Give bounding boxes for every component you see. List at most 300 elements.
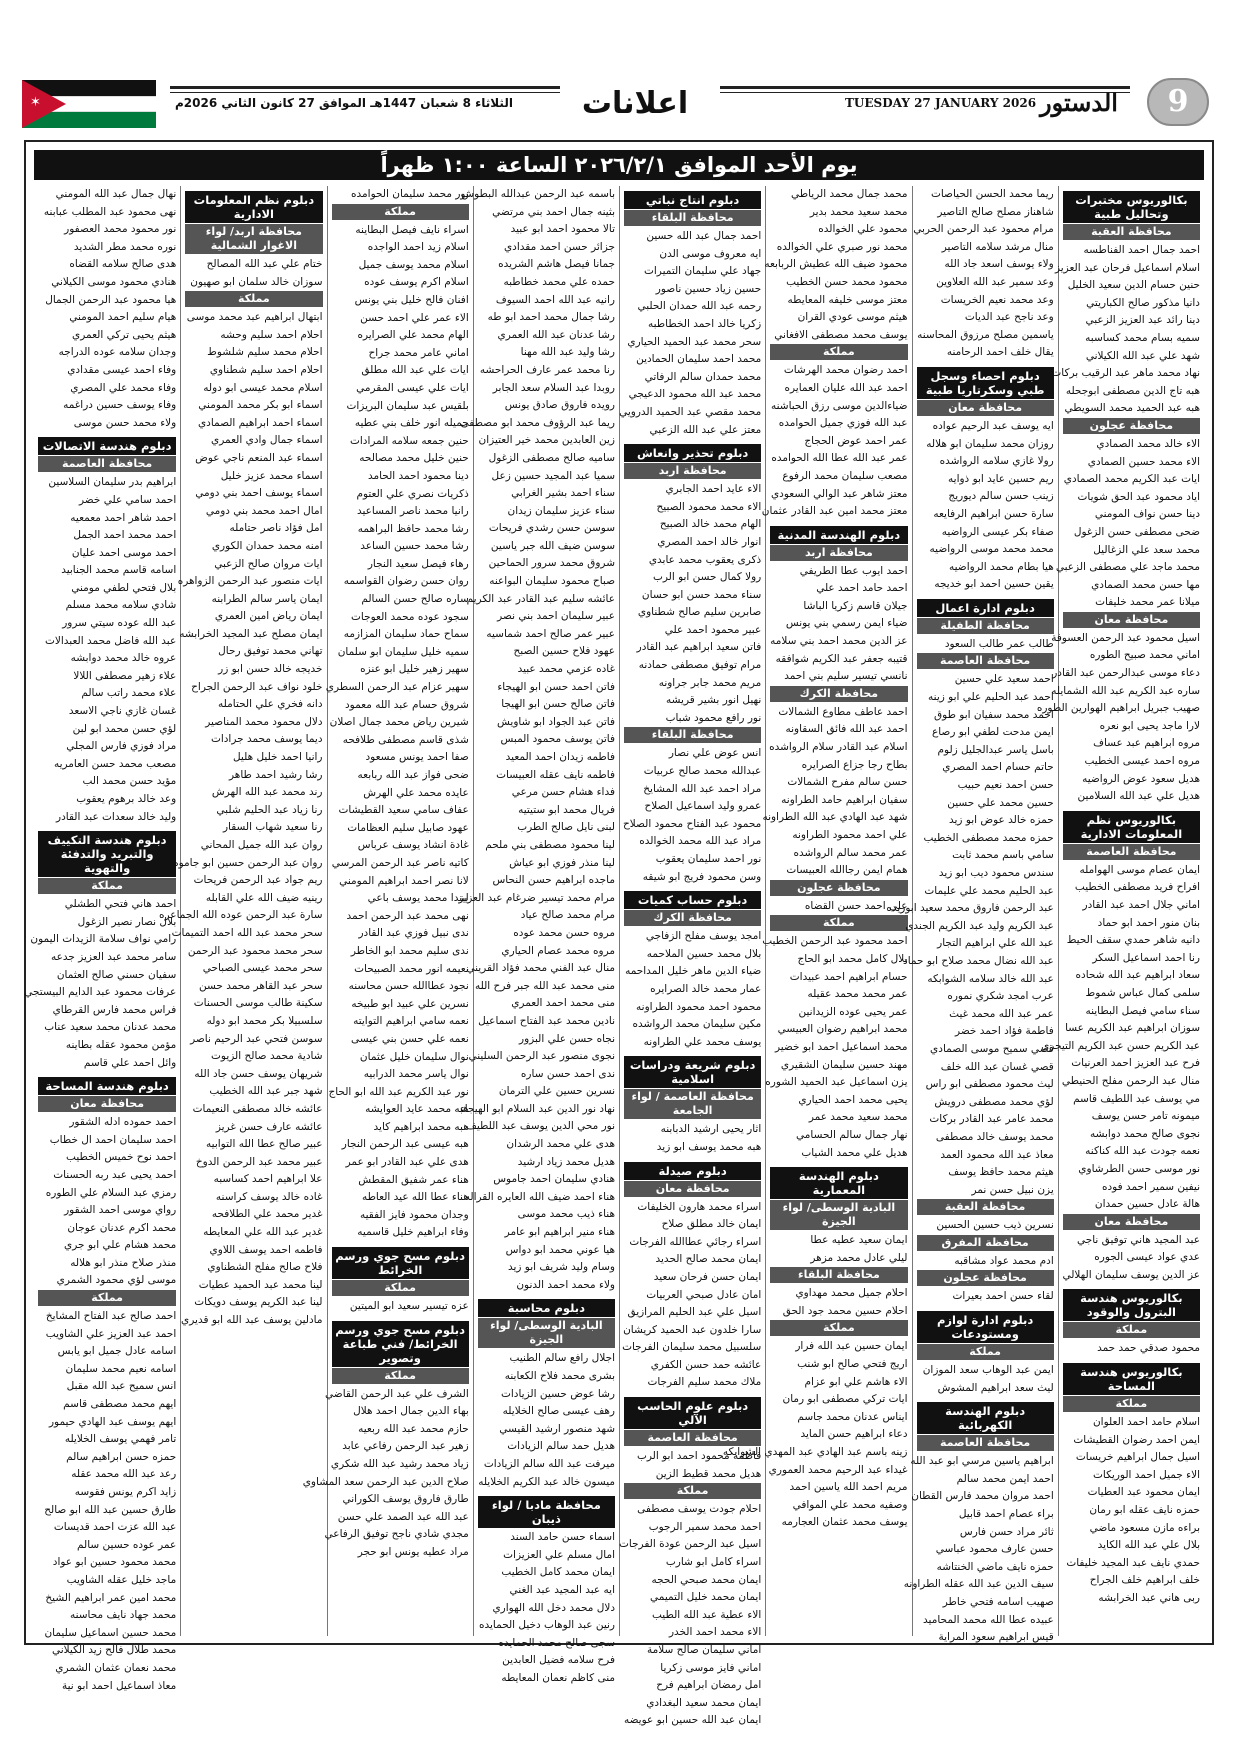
candidate-name: محمد سعد علي الزغاليل: [1093, 543, 1200, 556]
candidate-name: امان عادل صبحي العربيات: [646, 1288, 762, 1301]
program-heading: دبلوم علوم الحاسب الآلي: [624, 1397, 761, 1429]
region-subheading: محافظة الكرك: [770, 686, 907, 702]
candidate-name: حنين جمعه سلامه المرادات: [349, 434, 469, 447]
candidate-name: اسيل عبد الرحمن عودة الفرجات: [618, 1538, 762, 1551]
candidate-name: هناء ذيب محمد موسى: [517, 1208, 615, 1221]
candidate-name: نهاد نور الدين عبد السلام ابو الهيجاء: [459, 1102, 615, 1115]
candidate-name: رنين عبد الوهاب دخيل الحمايده: [479, 1619, 615, 1632]
candidate-name: زين العابدين محمد خير العتيزان: [478, 434, 615, 447]
candidate-name: رشا عوض حسين الزيادات: [501, 1387, 615, 1400]
candidate-name: ابراهيم بدر سليمان السلاسين: [48, 476, 177, 489]
candidate-name: باسمه عبد الرحمن عبدالله البطوش: [461, 188, 615, 200]
candidate-name: هبه عبد الحميد محمد السويطي: [1064, 402, 1200, 415]
candidate-name: شاهناز مصلح صالح التاصير: [937, 205, 1054, 218]
candidate-name: سحر محمد عيسى الصباحي: [202, 962, 323, 975]
candidate-name: ضياء الدين ماهر خليل المداحمه: [625, 965, 762, 978]
candidate-name: وعد ناجح عبد الديات: [964, 311, 1054, 324]
candidate-name: عبدالله محمد صالح عربيات: [643, 765, 762, 778]
candidate-name: احلام احمد سليم شطناوي: [209, 363, 323, 376]
candidate-name: شهد عبد الهادي عبد الله الطراونه: [762, 811, 908, 824]
candidate-name: مصعب محمد حسن العامريه: [53, 757, 177, 770]
candidate-name: لينا محمود مصطفى بني ملحم: [485, 838, 615, 851]
candidate-name: معاذ اسماعيل احمد ابو نية: [61, 1679, 177, 1692]
candidate-name: ريم جواد عبد الرحمن فريحات: [193, 874, 323, 887]
candidate-name: سماح حماد سليمان المزازمه: [343, 628, 469, 641]
candidate-name: جمانا فيصل هاشم الشريده: [498, 258, 615, 271]
candidate-name: بنان منور احمد ابو حماد: [1097, 916, 1200, 929]
candidate-name: دعاء ابراهيم حسن المايد: [800, 1428, 908, 1441]
candidate-name: ضحى مصطفى حسن الزغول: [1073, 525, 1200, 538]
candidate-name: بلال فتحي لطفي مومني: [71, 581, 177, 594]
candidate-name: ياسمين مصلح مرزوق المحاسنه: [917, 328, 1054, 341]
candidate-name: محمد نعمان عثمان الشمري: [55, 1661, 177, 1674]
candidate-name: سلمى كمال عباس شموط: [1085, 986, 1200, 999]
candidate-name: حمزه نايف عقله ابو رمان: [1089, 1504, 1200, 1517]
candidate-name: احمد محمد سمير الرجوب: [648, 1520, 762, 1533]
masthead: [0, 70, 1240, 140]
candidate-name: دينا محمود احمد الحامد: [367, 469, 469, 482]
candidate-name: وصفيه محمد علي الموافي: [792, 1498, 908, 1511]
candidate-name: اياد محمود عبد الحق شويات: [1077, 490, 1200, 503]
candidate-name: وعد محمد نعيم الخريسات: [940, 293, 1054, 306]
candidate-name: هدى صالح سلامه القضاه: [69, 258, 177, 271]
candidate-name: ولاء يوسف اسعد جاد الله: [944, 258, 1054, 271]
candidate-name: محمد امين عمر ابراهيم الشيخ: [45, 1591, 177, 1604]
candidate-name: مرام محمد تيسير ضرغام عبد العزيز: [458, 891, 615, 904]
candidate-name: تالا محمود احمد ابو عبيد: [510, 223, 615, 236]
candidate-name: اسماء محمد عزيز خليل: [220, 469, 323, 482]
candidate-name: محمد طلال فالح زيد الكيلاني: [51, 1644, 177, 1657]
candidate-name: فاطمه نايف عقله العبيسات: [496, 768, 615, 781]
candidate-name: هبه عيسى عبد الرحمن النجار: [341, 1138, 469, 1151]
candidate-name: احمد ايمن محمد سالم: [956, 1472, 1054, 1485]
candidate-name: سناء احمد بشير الغرابي: [511, 487, 615, 500]
candidate-name: عبد الله فوزي جميل الحوامده: [778, 417, 908, 430]
candidate-name: وجدان محمود فايز الفقيه: [359, 1208, 469, 1221]
candidate-name: ليندا محمد يوسف باعي: [367, 892, 469, 905]
candidate-name: هناء عطا الله عيد العاطه: [361, 1191, 469, 1204]
region-subheading: محافظة العاصمة: [917, 1435, 1054, 1451]
candidate-name: عز الدين يوسف سليمان الهلالي: [1062, 1268, 1200, 1281]
candidate-name: ميرفت عبد الله سالم الزيادات: [483, 1457, 615, 1470]
candidate-name: احلام محمد سليم شلشوط: [207, 346, 323, 359]
candidate-name: احمد عبد الله عليان العمايره: [784, 381, 908, 394]
candidate-name: اسلام اكرم يوسف عوده: [364, 276, 469, 289]
candidate-name: محمود ضيف الله عطيش الربابعه: [764, 258, 908, 271]
candidate-name: مكين سليمان محمد الرواشده: [632, 1018, 762, 1031]
candidate-name: محمود محمد حسن الخطيب: [786, 275, 908, 288]
candidate-name: ذكرى يعقوب محمد عابدي: [648, 553, 762, 566]
candidate-name: ايمان محمد صبحي الحجه: [651, 1573, 762, 1586]
candidate-name: غدير عبد الله علي المعايطه: [203, 1226, 323, 1239]
candidate-name: حمدي نايف عبد المجيد خليفات: [1066, 1556, 1200, 1569]
region-subheading: مملكة: [332, 1280, 469, 1296]
candidate-name: وجدان سلامه عوده الدراجه: [58, 346, 177, 359]
candidate-name: رنا زياد عبد الحليم شلبي: [216, 803, 323, 816]
candidate-name: ليلي عادل محمد مزهر: [810, 1251, 908, 1264]
candidate-name: مروه احمد عيسى الخطيب: [1084, 755, 1200, 768]
column-7: [159, 186, 326, 1636]
candidate-name: احمد حموده ادله الشقور: [69, 1116, 177, 1129]
candidate-name: هيا عوني محمد ابو دواس: [505, 1243, 615, 1256]
candidate-name: دعاء موسى عبدالرحمن عبد القادر: [1052, 667, 1200, 680]
region-subheading: محافظة عجلون: [1063, 418, 1200, 434]
candidate-name: هبه محمد يوسف ابو زيد: [656, 1140, 762, 1153]
region-subheading: مملكة: [770, 1320, 907, 1336]
candidate-name: امنه محمد حمدان الكوري: [211, 539, 323, 552]
candidate-name: منى محمد عبد الله جبر فرح الله: [475, 979, 615, 992]
candidate-name: ايمان مصلح عبد المجيد الخرابشه: [179, 627, 323, 640]
candidate-name: محمد عبد الله محمود الدعيجي: [628, 388, 762, 401]
candidate-name: بثينه جمال احمد بني مرتضي: [492, 205, 615, 218]
region-subheading: مملكة: [185, 291, 322, 307]
candidate-name: سناء محمد حسن ابو حسان: [641, 588, 762, 601]
program-heading: دبلوم الهندسة المدنية: [770, 526, 907, 544]
column-4: [618, 186, 765, 1727]
candidate-name: اثار يحيى ارشيد الدبابنه: [660, 1123, 762, 1136]
program-heading: دبلوم محاسبة: [478, 1299, 615, 1317]
candidate-name: طارق فاروق يوسف الكوراني: [342, 1493, 469, 1506]
region-subheading: محافظة الطفيلة: [917, 618, 1054, 634]
candidate-name: ايات مروان صالح الزعبي: [214, 557, 323, 570]
candidate-name: نهال جمال عبد الله المومني: [55, 188, 177, 200]
candidate-name: زكريا خالد احمد الخطاطبه: [648, 317, 762, 330]
candidate-name: ايمان حسين عبد الله فرار: [795, 1340, 908, 1353]
candidate-name: محمد مقصي عبد الحميد الدرويي: [619, 405, 762, 418]
candidate-name: بلال علي عبد الله الكايد: [1097, 1539, 1200, 1552]
candidate-name: قصي سميح موسى الصمادي: [930, 1042, 1054, 1055]
candidate-name: هيثم موسى عودي القران: [797, 311, 908, 324]
candidate-name: الشرف علي عبد الرحمن القاضي: [325, 1387, 469, 1400]
region-subheading: محافظة المفرق: [917, 1235, 1054, 1251]
candidate-name: احلام حسين محمد جود الحق: [782, 1304, 908, 1317]
candidate-name: علا ابراهيم احمد كساسبه: [213, 1173, 323, 1186]
candidate-name: ملاك محمد سليم الفرجات: [647, 1376, 762, 1389]
program-heading: بكالوريوس هندسة المساحة: [1063, 1363, 1200, 1395]
candidate-name: ابتهال ابراهيم عبد محمد موسى: [186, 311, 323, 324]
region-subheading: محافظة معان: [38, 1096, 176, 1112]
program-heading: دبلوم هندسة الاتصالات: [38, 437, 176, 455]
region-subheading: محافظة البلقاء: [624, 210, 761, 226]
candidate-name: ريما عبد الرؤوف محمد ابو مصطفى: [460, 416, 615, 429]
candidate-name: حمزه خالد عوض ابو زيد: [948, 814, 1054, 827]
column-2: [886, 186, 1058, 1644]
candidate-name: اسلام محمد عيسى ابو دوله: [203, 381, 323, 394]
candidate-name: عهود صابيل سليم العظامات: [347, 821, 469, 834]
candidate-name: جهاد علي سليمان التميرات: [643, 265, 762, 278]
candidate-name: رشا رشيد احمد طاهر: [228, 768, 323, 781]
candidate-name: احمد جمال احمد الفناطسه: [1083, 244, 1200, 256]
candidate-name: نانسي تيسير سليم بني احمد: [784, 670, 908, 683]
candidate-name: فاتن يوسف محمود المبس: [500, 733, 615, 746]
candidate-name: هديل محمد زياد ارشيد: [517, 1155, 615, 1168]
candidate-name: ساميه صالح مصطفى الزغول: [488, 451, 615, 464]
program-heading: دبلوم شريعة ودراسات اسلامية: [624, 1056, 761, 1088]
candidate-name: علي احمد حسن القضاه: [804, 899, 908, 912]
candidate-name: دانه فخري علي الحتامله: [218, 698, 323, 711]
candidate-name: فراس محمد فارس القرطاي: [52, 1003, 177, 1016]
candidate-name: سيف الدين عبد الله عقله الطراونه: [903, 1578, 1054, 1591]
column-1: [1036, 186, 1204, 1636]
region-subheading: محافظة اربد: [624, 463, 761, 479]
candidate-name: لبنى نايل صالح الطرب: [517, 821, 615, 834]
candidate-name: مصعب سليمان محمد الرفوع: [782, 469, 908, 482]
candidate-name: زينب حسن سالم ديوريج: [948, 490, 1054, 503]
candidate-name: اسيل محمود عبد الرحمن العسوفة: [1051, 631, 1200, 644]
region-subheading: البادية الوسطى/ لواء الجيزة: [478, 1318, 615, 1348]
candidate-name: ربى هاني عبد الخرابشه: [1098, 1592, 1200, 1604]
candidate-name: حسين زياد حسين ناصور: [655, 282, 762, 295]
candidate-name: ايه معروف موسى الدن: [659, 247, 762, 260]
candidate-name: شهد منصور ارشيد القيسي: [499, 1422, 615, 1435]
candidate-name: سامر محمد عبد العزيز جدعه: [50, 950, 177, 963]
candidate-name: دانيا مذكور صالح الكباريتي: [1086, 296, 1200, 309]
english-date: TUESDAY 27 JANUARY 2026: [845, 96, 1037, 110]
candidate-name: امجد يوسف مفلح الزفاجي: [645, 930, 762, 943]
candidate-name: ايات علي عبد الله مطلق: [361, 364, 469, 377]
candidate-name: رولا غازي سلامه الرواشده: [939, 455, 1054, 468]
candidate-name: ايمان سعيد عطيه عطا: [810, 1234, 908, 1247]
candidate-name: نور محمد سليمان الحوامده: [351, 188, 469, 200]
candidate-name: رهاء فيصل سعيد النجار: [367, 557, 469, 570]
program-heading: بكالوريوس هندسة البترول والوقود: [1063, 1289, 1200, 1321]
region-subheading: محافظة معان: [917, 400, 1054, 416]
region-subheading: محافظة معان: [624, 1181, 761, 1197]
candidate-name: ريم حسين عايد ابو ذوايه: [948, 472, 1054, 485]
program-heading: دبلوم تحذير وانعاش: [624, 444, 761, 462]
candidate-name: رشا محمد حسين الساعد: [360, 540, 469, 553]
candidate-name: اماني محمد صبيح الطوره: [1089, 649, 1200, 662]
candidate-name: لقاء حسن احمد بعيرات: [952, 1290, 1054, 1303]
candidate-name: انوار خالد احمد المصري: [657, 535, 762, 548]
candidate-name: ايمن عبد الوهاب سعد الموزان: [922, 1364, 1054, 1377]
candidate-name: عفاف سامي سعيد القطيشات: [338, 804, 469, 817]
region-subheading: محافظة معان: [1063, 612, 1200, 628]
candidate-name: اسماء ابو بكر محمد المومني: [198, 399, 323, 412]
candidate-name: روزان محمد سليمان ابو هلاله: [926, 437, 1054, 450]
candidate-name: ايمان محمد كامل الخطيب: [501, 1566, 615, 1579]
candidate-name: عبير سليمان احمد بني نصر: [497, 610, 615, 623]
candidate-name: ميلانا عمر محمد خليفات: [1095, 596, 1200, 609]
candidate-name: سوزان خالد سلمان ابو صهيون: [190, 275, 323, 288]
candidate-name: رمزي عبد السلام علي الطوره: [45, 1186, 177, 1199]
candidate-name: الهام محمد خالد الصبيح: [659, 518, 762, 531]
candidate-name: مادلين يوسف عبد الله ابو قديري: [181, 1314, 323, 1327]
candidate-name: محمد اسماعيل احمد ابو خضير: [774, 1040, 908, 1053]
candidate-name: لينا عبد الكريم يوسف دويكات: [194, 1296, 323, 1309]
candidate-name: اسلام زيد احمد الواجده: [367, 241, 469, 254]
candidate-name: اسلام حامد احمد العلوان: [1092, 1416, 1200, 1429]
candidate-name: اجلال رافع سالم الطنيب: [509, 1352, 615, 1365]
candidate-name: عبد الله علي ابراهيم التجار: [937, 937, 1054, 950]
candidate-name: مريم احمد الله ياسين احمد: [789, 1481, 908, 1494]
candidate-name: صهيب اسامه فتحي خاطر: [942, 1596, 1054, 1608]
candidate-name: مراد عبد الله محمد الخوالده: [639, 835, 762, 848]
region-subheading: مملكة: [38, 878, 176, 894]
candidate-name: عمر محمد سالم الرواشده: [793, 846, 908, 859]
candidate-name: عبد الله عبد الصمد علي حسن: [337, 1510, 469, 1523]
candidate-name: بلال نصار نصير الزغول: [77, 915, 177, 928]
candidate-name: صهيب جبريل ابراهيم الهوارين الطوره: [1036, 702, 1200, 715]
arabic-date: الثلاثاء 8 شعبان 1447هـ الموافق 27 كانون الثاني 2026م: [175, 96, 513, 110]
candidate-name: نور محي الدين يوسف عبد اللطيف: [465, 1120, 615, 1133]
candidate-name: يقال خلف احمد الرحامنه: [946, 346, 1054, 359]
candidate-name: نعيمه انور محمد الصبيحات: [354, 962, 469, 975]
candidate-name: الاء محمد احمد الخدر: [668, 1626, 762, 1639]
candidate-name: احلام جودت يوسف مصطفى: [637, 1503, 762, 1516]
candidate-name: اسلام عبد القادر سلام الرواشده: [769, 741, 908, 754]
candidate-name: فاطمه زيدان احمد المعيد: [505, 751, 615, 763]
candidate-name: عبد الله عوده سيتي سرور: [62, 617, 177, 630]
candidate-name: حمزه حسن ابراهيم سالم: [66, 1450, 177, 1463]
candidate-name: احمد محمود عبد الرحمن الخطيب: [762, 935, 908, 948]
candidate-name: حنين حسام الدين سعيد الخليل: [1067, 279, 1200, 292]
candidate-name: سعاد ابراهيم عبد الله شحاده: [1075, 969, 1200, 982]
candidate-name: سندس محمود ديب ابو زيد: [938, 867, 1054, 879]
candidate-name: فاطمه احمد يوسف اللاوي: [209, 1243, 323, 1256]
candidate-name: الاء محمد محمود الصبيح: [656, 500, 762, 513]
candidate-name: احمد موسى احمد عليان: [71, 546, 177, 559]
candidate-name: نجاه حسن علي البزور: [519, 1032, 615, 1045]
candidate-name: ايمان عصام موسى الهوامله: [1079, 863, 1200, 876]
candidate-name: مرام محمد صالح عياد: [520, 909, 615, 922]
candidate-name: فاطمة فؤاد احمد خضر: [955, 1025, 1054, 1038]
candidate-name: عهود فلاح حسين الصبح: [513, 645, 615, 658]
candidate-name: ديما يوسف محمد جرادات: [210, 733, 323, 746]
candidate-name: احمد يحيى عبد ربه الحسنات: [53, 1168, 177, 1181]
candidate-name: فاتن عبد الجواد ابو شاويش: [497, 715, 615, 728]
candidate-name: دينا حسن نواف المومني: [1094, 508, 1200, 521]
candidate-name: الاء عمر علي احمد حسن: [360, 311, 469, 324]
candidate-name: اريج فتحي صالح ابو شنب: [797, 1358, 908, 1371]
candidate-name: وفاء يوسف حسين دراغمه: [63, 399, 177, 412]
candidate-name: حمزه محمد مصطفى الخطيب: [923, 831, 1054, 844]
candidate-name: ريما محمد الحسن الحياصات: [930, 188, 1054, 200]
candidate-name: معاذ عبد الله محمود العمد: [940, 1148, 1054, 1161]
candidate-name: صفا احمد يونس مسعود: [365, 751, 469, 764]
candidate-name: عبير محمد عبد الرحمن الدوخ: [195, 1155, 323, 1168]
candidate-name: زياد محمد رشيد عبد الله شكري: [330, 1458, 469, 1470]
candidate-name: اسراء محمد هارون الخليفات: [637, 1200, 762, 1213]
candidate-name: ايمان رياض امين العمري: [214, 610, 323, 623]
candidate-name: حمده علي محمد خطاطبه: [503, 275, 615, 288]
candidate-name: سلسبيلا بكر محمد ابو دوله: [206, 1014, 323, 1027]
candidate-name: امل رمضان ابراهيم فرح: [656, 1679, 762, 1692]
candidate-name: سوسن حسن رشدي فريحات: [488, 522, 615, 535]
candidate-name: اسامه عادل جميل ابو يابس: [57, 1345, 177, 1358]
region-subheading: محافظة العاصمة: [917, 653, 1054, 669]
candidate-name: محمد نور صبري علي الخوالده: [776, 240, 908, 253]
candidate-name: موسى لؤي محمود الشمري: [56, 1274, 177, 1287]
candidate-name: شهد جبر عبد الله الخطيب: [209, 1085, 323, 1098]
candidate-name: سجود عوده محمد العوجات: [351, 610, 469, 623]
candidate-name: محمد هشام علي ابو جري: [64, 1239, 177, 1252]
region-subheading: مملكة: [332, 204, 469, 220]
candidate-name: رشا جمال محمد احمد ابو طه: [487, 311, 615, 324]
candidate-name: نيفين سمير احمد فوده: [1101, 1180, 1200, 1193]
candidate-name: اسامه قاسم محمد الجنابيد: [61, 564, 177, 577]
candidate-name: رشا وليد عبد الله مهنا: [520, 346, 615, 359]
candidate-name: هدى علي محمد الرشدان: [506, 1138, 615, 1151]
candidate-name: اماني سليمان صالح سلامة: [646, 1644, 762, 1656]
candidate-name: رنا احمد اسماعيل السكر: [1092, 951, 1200, 964]
region-subheading: محافظة عجلون: [917, 1270, 1054, 1286]
candidate-name: جميله انور خلف بني عطيه: [354, 417, 469, 430]
candidate-name: هبه محمد ابراهيم كايد: [373, 1120, 469, 1133]
candidate-name: هنادي محمود موسى الكيلاني: [51, 275, 177, 288]
candidate-name: صباح محمود سليمان البواعنه: [489, 575, 615, 588]
candidate-name: حسن احمد نعيم حبيب: [957, 779, 1054, 792]
candidate-name: اماني عامر محمد جراح: [368, 346, 469, 359]
candidate-name: رويده فاروق صادق يونس: [504, 399, 615, 412]
candidate-name: خلف ابراهيم خلف الجراح: [1089, 1574, 1200, 1587]
candidate-name: افراح فريد مصطفى الخطيب: [1074, 881, 1200, 894]
candidate-name: سوسن ضيف الله جبر ياسين: [490, 539, 615, 552]
candidate-name: هديل علي عبد الله السلامين: [1077, 790, 1200, 803]
candidate-name: حسن سالم مفرح الشمالات: [787, 776, 908, 789]
candidate-name: منى كاظم نعمان المعايطه: [501, 1671, 615, 1684]
candidate-name: رشا عدنان عبد الله العمري: [497, 328, 615, 341]
candidate-name: محمود عبد الفتاح محمود الصلاح: [622, 817, 762, 830]
candidate-name: شيرين رياض محمد جمال اصلان: [329, 716, 469, 729]
candidate-name: محمد حسين اسماعيل سليمان: [44, 1626, 177, 1639]
candidate-name: شهد علي عبد الله الكيلاني: [1085, 349, 1200, 362]
candidate-name: هديل سعود عوض الرواضيه: [1082, 772, 1200, 785]
candidate-name: شريهان يوسف حسن جاد الله: [194, 1067, 323, 1080]
candidate-name: رعد عبد الله محمد عقله: [71, 1468, 177, 1481]
candidate-name: بهاء الدين جمال احمد هلال: [353, 1405, 469, 1418]
candidate-name: عبير عمر صالح احمد شماسيه: [486, 627, 615, 640]
candidate-name: عمر عبد الله محمد غيث: [949, 1007, 1054, 1020]
candidate-name: ايات عبد الكريم محمد الصمادي: [1063, 473, 1200, 486]
candidate-name: محمد حمدان سالم الرفاتي: [644, 370, 762, 383]
candidate-name: ايمان محمد سعيد البغدادي: [646, 1696, 762, 1709]
candidate-name: زايد اكرم يونس فقوسه: [74, 1486, 177, 1498]
candidate-name: سامي باسم محمد ثابت: [952, 849, 1054, 862]
candidate-name: هديل محمد قطيط الزين: [655, 1467, 762, 1480]
candidate-name: ساره عبد الكريم عبد الله الشمايله: [1051, 684, 1200, 697]
candidate-name: شذى قاسم مصطفى طلافحه: [342, 733, 469, 746]
candidate-name: حاتم حسام احمد المصري: [942, 761, 1054, 774]
candidate-name: محمد جهاد نايف محاسنه: [69, 1609, 177, 1622]
program-heading: بكالوريوس نظم المعلومات الادارية: [1063, 811, 1200, 843]
candidate-name: مي يوسف عبد اللطيف قاسم: [1073, 1092, 1200, 1105]
candidate-name: قتيبه جعفر عبد الكريم شوافقه: [775, 652, 908, 665]
program-heading: دبلوم هندسة التكييف والتبريد والتدفئة والتهوية: [38, 831, 176, 877]
candidate-name: فداء هشام حسن مرعي: [511, 786, 615, 799]
candidate-name: نور احمد سليمان يعقوب: [655, 853, 762, 865]
region-subheading: مملكة: [770, 344, 907, 360]
candidate-name: عمر عوده حسين سالم: [77, 1538, 177, 1551]
candidate-name: احمد عاطف مطاوع الشمالات: [778, 705, 908, 718]
candidate-name: محمود علي الخوالده: [818, 223, 908, 236]
jordan-flag-icon: ✶: [22, 80, 156, 128]
candidate-name: مؤمن محمود عقله بطاينه: [65, 1038, 177, 1051]
candidate-name: دانيه شاهر حمدي سقف الحيط: [1066, 934, 1200, 947]
candidate-name: غادة انشاد يوسف عرباس: [357, 839, 469, 852]
region-subheading: محافظة العاصمة: [38, 456, 176, 472]
program-heading: دبلوم ادارة لوازم ومستودعات: [917, 1311, 1054, 1343]
candidate-name: دلال محمود محمد المناصير: [205, 715, 323, 728]
candidate-name: عبد المجيد هاني توفيق ناجي: [1076, 1233, 1200, 1246]
candidate-name: نهاد محمد ماهر عبد الرقيب بركات: [1051, 367, 1200, 380]
candidate-name: مراد فوزي فارس المجلي: [66, 740, 177, 753]
candidate-name: نعمه علي حسن بني عيسى: [350, 1032, 469, 1045]
candidate-name: عمر عبد الله عطا الله الحوامده: [771, 452, 908, 465]
candidate-name: عمر محمد محمد عقيله: [807, 988, 908, 1001]
candidate-name: هناء احمد ضيف الله العايره القراله: [464, 1190, 615, 1203]
candidate-name: ضياءالدين موسى رزق الحباشنه: [770, 399, 908, 412]
